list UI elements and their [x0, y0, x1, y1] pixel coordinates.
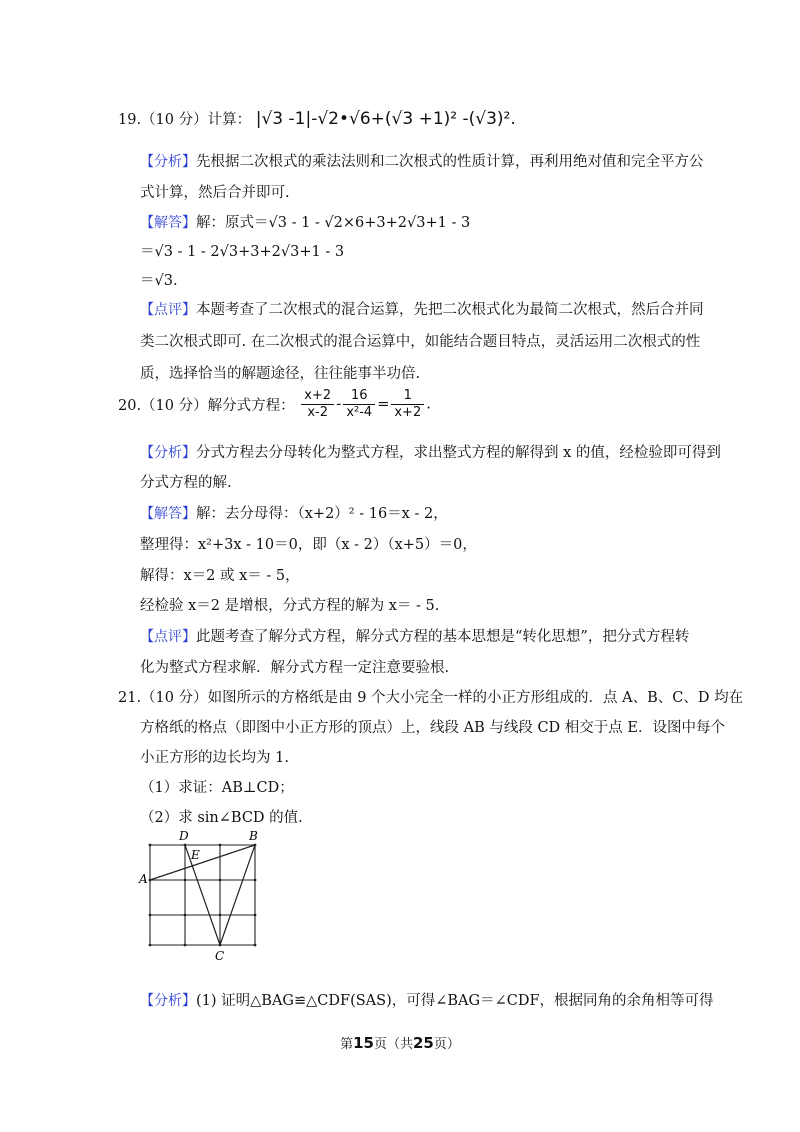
q19-head: 19.（10 分）计算：: [118, 112, 252, 128]
q19-comment-tag: 【点评】: [140, 302, 196, 318]
q21-head-line1: 21.（10 分）如图所示的方格纸是由 9 个大小完全一样的小正方形组成的．点 A、B、C、D 均在: [118, 690, 744, 706]
q20-period: .: [426, 396, 431, 413]
q20-equals: =: [377, 396, 390, 413]
q20-head-line: [118, 388, 431, 421]
q21-analysis-tag: 【分析】: [140, 993, 196, 1009]
q19-head-line: [118, 108, 516, 129]
q19-comment-text1: 本题考查了二次根式的混合运算，先把二次根式化为最简二次根式，然后合并同: [196, 302, 704, 318]
footer-mid: 页（共: [373, 1037, 413, 1052]
q20-comment-text1: 此题考查了解分式方程，解分式方程的基本思想是“转化思想”，把分式方程转: [196, 629, 690, 645]
q19-analysis-text1: 先根据二次根式的乘法法则和二次根式的性质计算，再利用绝对值和完全平方公: [196, 154, 704, 170]
q19-expression: |√3 -1|-√2•√6+(√3 +1)² -(√3)².: [255, 109, 516, 129]
q21-analysis-line1: [140, 989, 714, 1010]
q21-subquestion-2: （2）求 sin∠BCD 的值.: [140, 810, 303, 826]
q20-f2-den: x²-4: [346, 405, 373, 420]
q20-comment-tag: 【点评】: [140, 629, 196, 645]
q20-head: 20.（10 分）解分式方程：: [118, 398, 295, 414]
q20-f3-den: x+2: [394, 405, 422, 420]
q20-f3-num: 1: [391, 388, 424, 405]
footer-post: 页）: [433, 1037, 460, 1052]
footer-total-pages: 25: [413, 1034, 434, 1052]
q20-answer-text1: 解：去分母得：（x+2）² - 16＝x - 2，: [196, 506, 448, 522]
footer-page-number: 15: [353, 1034, 374, 1052]
q19-answer-line1: [140, 211, 470, 232]
q21-subquestion-1: （1）求证：AB⊥CD；: [140, 780, 294, 796]
q20-comment-line2: 化为整式方程求解．解分式方程一定注意要验根.: [140, 660, 450, 676]
q19-answer-line3: ＝√3.: [140, 273, 178, 289]
q19-comment-line3: 质，选择恰当的解题途径，往往能事半功倍.: [140, 366, 421, 382]
q20-fraction-3: [391, 388, 424, 421]
q20-f2-num: 16: [343, 388, 375, 405]
q19-comment-line2: 类二次根式即可. 在二次根式的混合运算中，如能结合题目特点，灵活运用二次根式的性: [140, 334, 701, 350]
q21-head-line3: 小正方形的边长均为 1.: [140, 750, 289, 766]
q19-answer-line2: ＝√3 - 1 - 2√3+3+2√3+1 - 3: [140, 244, 345, 260]
q20-fraction-2: [343, 388, 375, 421]
label-B: B: [249, 829, 258, 843]
grid-figure: [138, 828, 278, 964]
figure-segments: [150, 845, 255, 945]
q20-answer-line1: [140, 502, 448, 523]
label-D: D: [179, 829, 189, 843]
q20-answer-tag: 【解答】: [140, 506, 196, 522]
q19-analysis-tag: 【分析】: [140, 154, 196, 170]
q19-answer-text1: 解：原式＝√3 - 1 - √2×6+3+2√3+1 - 3: [196, 215, 471, 231]
q20-fraction-1: [301, 388, 334, 421]
page-footer: [0, 1033, 800, 1052]
q20-comment-line1: [140, 625, 689, 646]
q21-analysis-text1: (1) 证明△BAG≌△CDF(SAS)，可得∠BAG＝∠CDF，根据同角的余角相等可得: [196, 993, 714, 1009]
q19-analysis-line2: 式计算，然后合并即可.: [140, 185, 290, 201]
q20-answer-line3: 解得：x＝2 或 x＝ - 5，: [140, 568, 300, 584]
q19-answer-tag: 【解答】: [140, 215, 196, 231]
q21-head-line2: 方格纸的格点（即图中小正方形的顶点）上，线段 AB 与线段 CD 相交于点 E．设图中每个: [140, 720, 725, 736]
q19-comment-line1: [140, 298, 704, 319]
label-E: E: [191, 848, 200, 862]
q20-f1-den: x-2: [307, 405, 328, 420]
q20-answer-line2: 整理得：x²+3x - 10＝0，即（x - 2）（x+5）＝0，: [140, 537, 477, 553]
q20-analysis-line2: 分式方程的解.: [140, 475, 232, 491]
q19-analysis-line1: [140, 150, 704, 171]
q20-minus: -: [336, 396, 342, 413]
label-C: C: [215, 949, 225, 963]
label-A: A: [139, 872, 148, 886]
q20-analysis-text1: 分式方程去分母转化为整式方程，求出整式方程的解得到 x 的值，经检验即可得到: [196, 445, 721, 461]
footer-pre: 第: [340, 1037, 354, 1052]
q20-analysis-line1: [140, 441, 721, 462]
q20-answer-line4: 经检验 x＝2 是增根，分式方程的解为 x＝ - 5.: [140, 598, 440, 614]
q20-analysis-tag: 【分析】: [140, 445, 196, 461]
q20-f1-num: x+2: [301, 388, 334, 405]
